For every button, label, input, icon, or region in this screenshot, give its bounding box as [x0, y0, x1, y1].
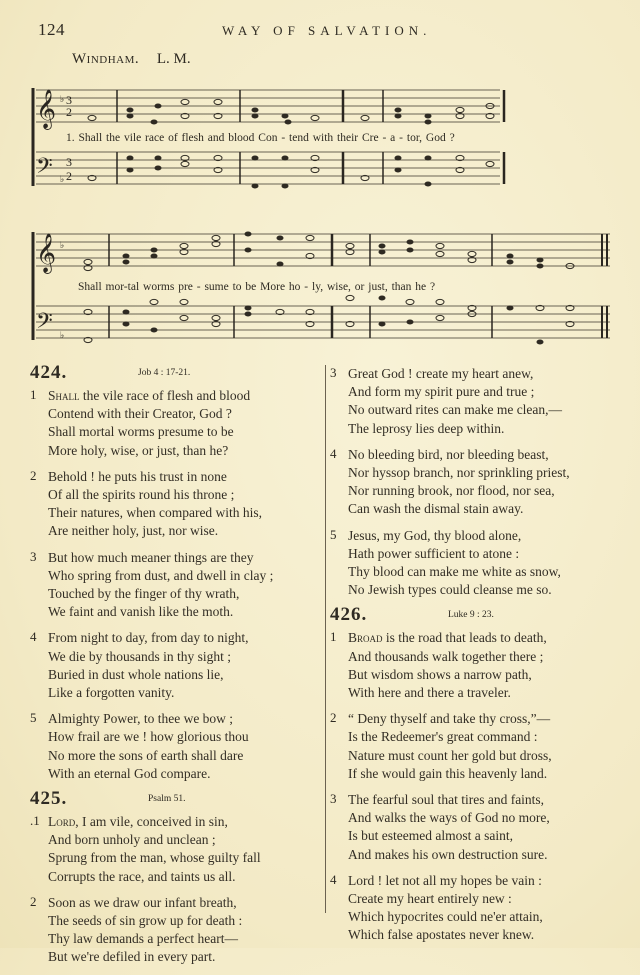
stanza: [330, 710, 630, 783]
stanza-number: 3: [330, 365, 337, 380]
stanza-number: 1: [30, 387, 37, 402]
verse-line: Are neither holy, just, nor wise.: [48, 523, 219, 539]
verse-line: Almighty Power, to thee we bow ;: [48, 711, 234, 727]
running-title: WAY OF SALVATION.: [222, 23, 432, 38]
stanza: [330, 527, 630, 600]
stanza: [330, 872, 630, 945]
scripture-reference: Luke 9 : 23.: [448, 610, 494, 621]
stanza-number: 3: [30, 548, 37, 564]
verse-line: And born unholy and unclean ;: [48, 832, 216, 848]
stanza: [30, 387, 315, 460]
left-text-column: [30, 362, 315, 975]
svg-text:♭: ♭: [60, 330, 65, 340]
scripture-reference: Psalm 51.: [148, 794, 186, 805]
verse-line: But wisdom shows a narrow path,: [348, 666, 532, 682]
treble-clef-icon: 𝄞: [36, 233, 57, 273]
stanza-number: 2: [330, 710, 337, 726]
verse-line: Corrupts the race, and taints us all.: [48, 868, 236, 884]
verse-line: Who spring from dust, and dwell in clay ;: [48, 567, 274, 583]
stanza-number: 3: [330, 791, 337, 807]
verse-line: Can wash the dismal stain away.: [348, 501, 524, 517]
stanza: [30, 894, 315, 967]
hymn-number: 426.: [330, 604, 368, 626]
hymn-number: 424.: [30, 362, 68, 383]
verse-line: Thy blood can make me white as snow,: [348, 564, 561, 580]
svg-text:♭: ♭: [60, 174, 65, 184]
verse-line: No more the sons of earth shall dare: [48, 747, 244, 763]
lyrics-line-2: Shall mor-tal worms pre - sume to be More ho - ly, wise, or just, than he ?: [78, 281, 436, 293]
verse-line: Lord, I am vile, conceived in sin,: [48, 814, 228, 830]
stanza: [30, 549, 315, 622]
verse-line: Which hypocrites could ne'er attain,: [348, 909, 543, 925]
verse-line: Like a forgotten vanity.: [48, 685, 175, 701]
verse-line: Is but esteemed almost a saint,: [348, 828, 513, 844]
verse-line: Buried in dust whole nations lie,: [48, 666, 224, 682]
right-text-column: [325, 365, 630, 943]
hymn-number: 425.: [30, 788, 68, 810]
page-header: [0, 18, 640, 42]
stanza-number: 2: [30, 467, 37, 483]
verse-line: Create my heart entirely new :: [348, 891, 512, 907]
score-staves-1: [30, 82, 610, 212]
verse-line: “ Deny thyself and take thy cross,”—: [348, 711, 551, 727]
music-system-1: [30, 82, 610, 212]
stanza: [330, 791, 630, 864]
svg-text:♭: ♭: [60, 240, 65, 250]
verse-line: And form my spirit pure and true ;: [348, 384, 535, 400]
verse-line: We die by thousands in thy sight ;: [48, 648, 232, 664]
verse-line: Which false apostates never knew.: [348, 927, 535, 943]
verse-line: And walks the ways of God no more,: [348, 810, 550, 826]
stanza-number: 4: [330, 445, 337, 461]
svg-text:2: 2: [66, 169, 72, 183]
verse-line: Soon as we draw our infant breath,: [48, 894, 237, 910]
stanza: [330, 446, 630, 519]
verse-line: Contend with their Creator, God ?: [48, 406, 232, 422]
verse-line: Sprung from the man, whose guilty fall: [48, 850, 261, 866]
hymn-425-heading: [30, 788, 315, 813]
verse-line: Of all the spirits round his throne ;: [48, 487, 235, 503]
tune-title: [72, 51, 191, 68]
stanza: [30, 468, 315, 541]
hymn-426-heading: [330, 604, 630, 629]
hymn-424-heading: [30, 362, 315, 387]
verse-line: With an eternal God compare.: [48, 765, 211, 781]
verse-line: But how much meaner things are they: [48, 549, 254, 565]
verse-line: Great God ! create my heart anew,: [348, 366, 534, 381]
verse-line: Their natures, when compared with his,: [48, 505, 263, 521]
stanza: [330, 365, 630, 438]
stanza-number: .1: [30, 813, 40, 829]
stanza-number: 5: [330, 526, 337, 542]
verse-line: Behold ! he puts his trust in none: [48, 468, 227, 484]
verse-line: Nature must count her gold but dross,: [348, 747, 552, 763]
svg-text:3: 3: [66, 93, 72, 107]
stanza: [30, 629, 315, 702]
verse-line: Is the Redeemer's great command :: [348, 729, 538, 745]
scripture-reference: Job 4 : 17-21.: [138, 368, 191, 378]
verse-line: Nor hyssop branch, nor sprinkling priest,: [348, 465, 570, 481]
music-system-2: [30, 226, 610, 356]
treble-clef-icon: 𝄞: [36, 89, 57, 129]
verse-line: Lord ! let not all my hopes be vain :: [348, 872, 542, 888]
stanza: [30, 710, 315, 783]
verse-line: Shall the vile race of flesh and blood: [48, 388, 251, 403]
verse-line: We faint and vanish like the moth.: [48, 604, 234, 620]
stanza-number: 4: [30, 629, 37, 645]
bass-clef-icon: 𝄢: [36, 154, 53, 184]
verse-line: No outward rites can make me clean,—: [348, 402, 563, 418]
stanza-number: 1: [330, 629, 337, 645]
verse-line: No Jewish types could cleanse me so.: [348, 582, 552, 598]
bass-clef-icon: 𝄢: [36, 309, 53, 339]
verse-line: Jesus, my God, thy blood alone,: [348, 527, 522, 543]
verse-line: And thousands walk together there ;: [348, 648, 544, 664]
verse-line: Thy law demands a perfect heart—: [48, 931, 239, 947]
verse-line: Nor running brook, nor flood, nor sea,: [348, 483, 555, 499]
verse-line: The seeds of sin grow up for death :: [48, 913, 243, 929]
verse-line: Touched by the finger of thy wrath,: [48, 586, 240, 602]
lyrics-line-1: 1. Shall the vile race of flesh and blood Con - tend with their Cre - a - tor, God ?: [66, 132, 455, 144]
stanza: [330, 629, 630, 702]
stanza: [30, 813, 315, 886]
verse-line: And makes his own destruction sure.: [348, 846, 548, 862]
page-number: 124: [38, 20, 65, 39]
svg-text:♭: ♭: [60, 94, 65, 104]
verse-line: Hath power sufficient to atone :: [348, 545, 520, 561]
tune-name: Windham.: [72, 51, 140, 67]
verse-line: More holy, wise, or just, than he?: [48, 442, 229, 458]
verse-line: Shall mortal worms presume to be: [48, 424, 234, 440]
stanza-number: 2: [30, 893, 37, 909]
verse-line: How frail are we ! how glorious thou: [48, 729, 249, 745]
verse-line: But we're defiled in every part.: [48, 949, 216, 965]
verse-line: If she would gain this heavenly land.: [348, 765, 548, 781]
stanza-number: 5: [30, 710, 37, 726]
verse-line: No bleeding bird, nor bleeding beast,: [348, 446, 549, 462]
verse-line: The fearful soul that tires and faints,: [348, 792, 545, 808]
verse-line: Broad is the road that leads to death,: [348, 630, 547, 646]
verse-line: From night to day, from day to night,: [48, 630, 249, 646]
stanza-number: 4: [330, 871, 337, 887]
verse-line: The leprosy lies deep within.: [348, 420, 505, 436]
svg-text:3: 3: [66, 155, 72, 169]
tune-meter: L. M.: [156, 51, 191, 67]
svg-text:2: 2: [66, 105, 72, 119]
verse-line: With here and there a traveler.: [348, 685, 511, 701]
